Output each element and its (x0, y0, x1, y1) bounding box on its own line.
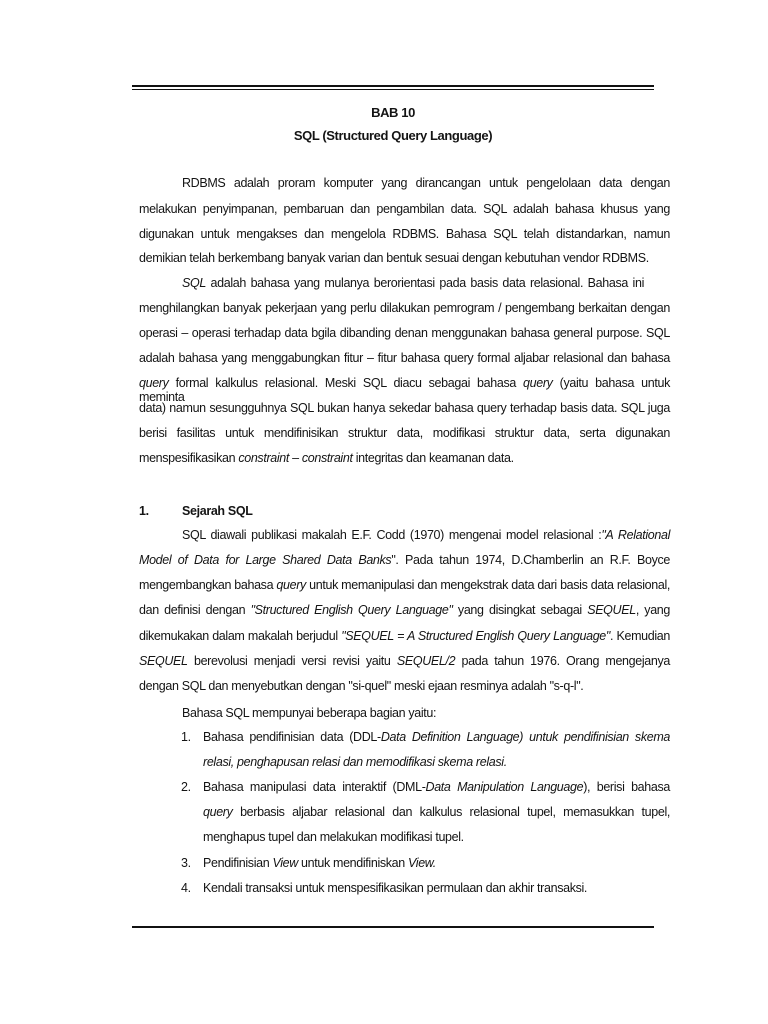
list-item-1-line-1: Bahasa pendifinisian data (DDL-Data Definition Language) untuk pendifinisian skema (203, 730, 670, 744)
paragraph-1-line-1: RDBMS adalah proram komputer yang dirancangan untuk pengelolaan data dengan (182, 176, 670, 190)
section-paragraph-line-6: SEQUEL berevolusi menjadi versi revisi yaitu SEQUEL/2 pada tahun 1976. Orang mengejanya (139, 654, 670, 668)
list-item-3-line-1: Pendifinisian View untuk mendifiniskan View. (203, 856, 436, 870)
section-paragraph-line-2: Model of Data for Large Shared Data Banks". Pada tahun 1974, D.Chamberlin an R.F. Boyce (139, 553, 670, 567)
header-rule-thin (132, 89, 654, 90)
list-item-4-number: 4. (181, 881, 191, 895)
list-item-1-number: 1. (181, 730, 191, 744)
list-item-3-number: 3. (181, 856, 191, 870)
paragraph-2-line-4: adalah bahasa yang menggabungkan fitur – fitur bahasa query formal aljabar relasional dan bahasa (139, 351, 670, 365)
list-item-2-line-1: Bahasa manipulasi data interaktif (DML-Data Manipulation Language), berisi bahasa (203, 780, 670, 794)
section-number: 1. (139, 504, 149, 518)
list-item-4-line-1: Kendali transaksi untuk menspesifikasikan permulaan dan akhir transaksi. (203, 881, 588, 895)
list-item-1-line-2: relasi, penghapusan relasi dan memodifikasi skema relasi. (203, 755, 507, 769)
paragraph-2-line-5: query formal kalkulus relasional. Meski SQL diacu sebagai bahasa query (yaitu bahasa untuk meminta (139, 376, 670, 404)
paragraph-2-line-1: SQL adalah bahasa yang mulanya berorientasi pada basis data relasional. Bahasa ini (182, 276, 644, 290)
section-paragraph-line-4: dan definisi dengan "Structured English Query Language" yang disingkat sebagai SEQUEL, yang (139, 603, 670, 617)
list-item-2-line-2: query berbasis aljabar relasional dan kalkulus relasional tupel, memasukkan tupel, (203, 805, 670, 819)
paragraph-2-line-8: menspesifikasikan constraint – constraint integritas dan keamanan data. (139, 451, 514, 465)
paragraph-1-line-2: melakukan penyimpanan, pembaruan dan pengambilan data. SQL adalah bahasa khusus yang (139, 202, 670, 216)
section-paragraph-line-7: dengan SQL dan menyebutkan dengan "si-quel" meski ejaan resminya adalah "s-q-l". (139, 679, 584, 693)
section-title: Sejarah SQL (182, 504, 253, 518)
paragraph-2-line-7: berisi fasilitas untuk mendifinisikan struktur data, modifikasi struktur data, serta digunakan (139, 426, 670, 440)
chapter-title: SQL (Structured Query Language) (293, 128, 493, 143)
paragraph-2-line-6: data) namun sesungguhnya SQL bukan hanya sekedar bahasa query terhadap basis data. SQL juga (139, 401, 670, 415)
paragraph-2-line-2: menghilangkan banyak pekerjaan yang perlu dilakukan pemrogram / pengembang berkaitan dengan (139, 301, 670, 315)
paragraph-2-line-3: operasi – operasi terhadap data bgila dibanding denan menggunakan bahasa general purpose. SQL (139, 326, 670, 340)
sql-term: SQL (182, 276, 206, 290)
section-paragraph-line-5: dikemukakan dalam makalah berjudul "SEQUEL = A Structured English Query Language". Kemudian (139, 629, 671, 643)
chapter-label: BAB 10 (371, 105, 415, 120)
section-paragraph-line-3: mengembangkan bahasa query untuk memanipulasi dan mengekstrak data dari basis data relasional, (139, 578, 670, 592)
footer-rule (132, 926, 654, 928)
list-item-2-line-3: menghapus tupel dan melakukan modifikasi tupel. (203, 830, 464, 844)
paragraph-1-line-3: digunakan untuk mengakses dan mengelola RDBMS. Bahasa SQL telah distandarkan, namun (139, 227, 670, 241)
parts-intro: Bahasa SQL mempunyai beberapa bagian yaitu: (182, 706, 437, 720)
paragraph-1-line-4: demikian telah berkembang banyak varian dan bentuk sesuai dengan kebutuhan vendor RDBMS. (139, 251, 649, 265)
section-paragraph-line-1: SQL diawali publikasi makalah E.F. Codd (1970) mengenai model relasional :"A Relational (182, 528, 671, 542)
list-item-2-number: 2. (181, 780, 191, 794)
header-rule-thick (132, 85, 654, 87)
